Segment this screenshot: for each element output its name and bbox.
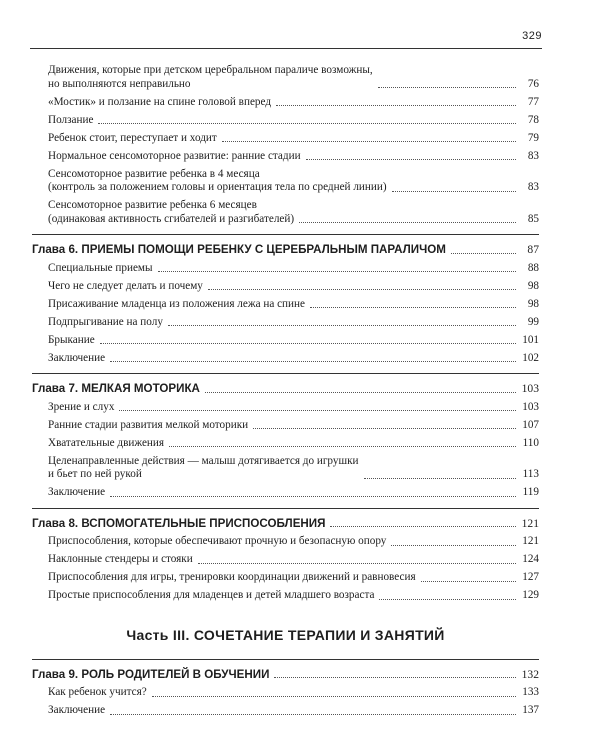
dot-leader [168, 325, 516, 326]
chapter-title: Глава 6. ПРИЕМЫ ПОМОЩИ РЕБЕНКУ С ЦЕРЕБРАЛЬНЫМ ПАРАЛИЧОМ [32, 243, 446, 256]
toc-entry-page: 79 [527, 131, 539, 144]
toc-entry[interactable] [32, 455, 539, 482]
toc-entry-page: 103 [522, 400, 539, 413]
toc-entry[interactable] [32, 553, 539, 567]
chapter-title: Глава 8. ВСПОМОГАТЕЛЬНЫЕ ПРИСПОСОБЛЕНИЯ [32, 516, 326, 530]
dot-leader [421, 581, 516, 582]
toc-chapter-6[interactable] [32, 243, 539, 257]
toc-entry-page: 119 [522, 486, 539, 498]
toc-entry-page: 110 [522, 436, 539, 449]
chapter-page: 87 [527, 243, 539, 256]
toc-entry-title: Специальные приемы [48, 261, 153, 274]
chapter-page: 132 [521, 667, 539, 681]
toc-entry-page: 78 [527, 113, 539, 126]
toc-entry-page: 83 [527, 149, 539, 162]
toc-entry[interactable] [32, 132, 539, 146]
toc-entry-title: Ползание [48, 113, 94, 126]
toc-entry[interactable] [32, 419, 539, 433]
toc-entry[interactable] [32, 316, 539, 330]
toc-entry-title: Ранние стадии развития мелкой моторики [48, 418, 249, 431]
toc-entry[interactable] [32, 589, 539, 603]
chapter-page: 121 [521, 516, 539, 530]
toc-entry-page: 137 [522, 704, 539, 716]
dot-leader [98, 123, 516, 124]
dot-leader [378, 87, 516, 88]
dot-leader [330, 526, 516, 527]
toc-entry-title: Приспособления для игры, тренировки координации движений и равновесия [48, 571, 416, 583]
chapter-page: 103 [521, 382, 539, 395]
toc-entry-page: 127 [522, 571, 539, 583]
toc-entry-title: Движения, которые при детском церебральном параличе возможны, но выполняются неправильно [48, 64, 373, 90]
chapter-title: Глава 9. РОЛЬ РОДИТЕЛЕЙ В ОБУЧЕНИИ [32, 667, 270, 681]
toc-entry-title: Подпрыгивание на полу [48, 315, 163, 328]
toc-entry-page: 101 [522, 333, 539, 346]
toc-entry-title: Приспособления, которые обеспечивают прочную и безопасную опору [48, 535, 387, 547]
toc-entry-page: 121 [522, 535, 539, 547]
toc-entry-title: Ребенок стоит, переступает и ходит [48, 131, 217, 144]
toc-entry-page: 77 [527, 95, 539, 108]
toc-entry-page: 98 [527, 279, 539, 292]
toc-entry[interactable] [32, 486, 539, 500]
dot-leader [222, 141, 516, 142]
divider [32, 508, 539, 509]
toc-entry-page: 107 [522, 418, 539, 431]
dot-leader [310, 307, 516, 308]
toc-entry[interactable] [32, 437, 539, 451]
toc-entry-title: Как ребенок учится? [48, 686, 147, 698]
toc-entry-title: «Мостик» и ползание на спине головой вперед [48, 95, 272, 108]
toc-entry-title: Присаживание младенца из положения лежа на спине [48, 297, 305, 310]
dot-leader [119, 410, 516, 411]
toc-entry-title: Сенсомоторное развитие ребенка в 4 месяца (контроль за положением головы и ориентация тела по средней линии) [48, 167, 387, 193]
dot-leader [392, 191, 516, 192]
toc-entry-page: 124 [522, 553, 539, 565]
toc-entry[interactable] [32, 280, 539, 294]
dot-leader [451, 253, 516, 254]
toc-entry[interactable] [32, 571, 539, 585]
toc-entry-title: Заключение [48, 351, 106, 364]
toc-entry[interactable] [32, 704, 539, 718]
divider [32, 234, 539, 235]
toc-entry-page: 129 [522, 589, 539, 601]
dot-leader [158, 271, 516, 272]
toc-entry-page: 88 [527, 261, 539, 274]
toc-entry-title: Брыкание [48, 333, 95, 346]
toc-chapter-8[interactable] [32, 517, 539, 531]
toc-entry[interactable] [32, 686, 539, 700]
toc-entry[interactable] [32, 168, 539, 195]
toc-entry-title: Простые приспособления для младенцев и детей младшего возраста [48, 589, 375, 601]
dot-leader [100, 343, 516, 344]
part-heading: Часть III. СОЧЕТАНИЕ ТЕРАПИИ И ЗАНЯТИЙ [126, 626, 445, 643]
toc-entry[interactable] [32, 96, 539, 110]
dot-leader [274, 677, 516, 678]
toc-entry-page: 113 [522, 468, 539, 480]
dot-leader [208, 289, 516, 290]
toc-chapter-9[interactable] [32, 668, 539, 682]
toc-entry[interactable] [32, 262, 539, 276]
toc-entry-title: Хватательные движения [48, 436, 165, 449]
dot-leader [198, 563, 516, 564]
dot-leader [299, 222, 516, 223]
toc-chapter-7[interactable] [32, 382, 539, 396]
dot-leader [306, 159, 516, 160]
toc-entry-page: 76 [527, 77, 539, 90]
dot-leader [110, 714, 516, 715]
dot-leader [110, 496, 516, 497]
toc-entry-title: Чего не следует делать и почему [48, 279, 203, 292]
toc-entry-page: 85 [527, 212, 539, 225]
toc-entry[interactable] [32, 114, 539, 128]
toc-entry[interactable] [32, 401, 539, 415]
dot-leader [169, 446, 516, 447]
toc-entry-title: Заключение [48, 704, 106, 716]
toc-entry-page: 98 [527, 297, 539, 310]
toc-entry[interactable] [32, 150, 539, 164]
toc-entry-page: 133 [522, 686, 539, 698]
toc-entry[interactable] [32, 352, 539, 366]
chapter-title: Глава 7. МЕЛКАЯ МОТОРИКА [32, 382, 200, 395]
toc-entry-title: Заключение [48, 486, 106, 498]
dot-leader [379, 599, 516, 600]
toc-entry[interactable] [32, 334, 539, 348]
page-number: 329 [522, 30, 542, 42]
toc-entry-page: 102 [522, 351, 539, 364]
toc-entry[interactable] [32, 64, 539, 91]
toc-entry-title: Сенсомоторное развитие ребенка 6 месяцев (одинаковая активность сгибателей и разгибателей) [48, 199, 295, 225]
dot-leader [276, 105, 516, 106]
divider [32, 373, 539, 374]
divider [32, 659, 539, 660]
toc-entry-page: 83 [527, 181, 539, 193]
dot-leader [110, 361, 516, 362]
toc-entry[interactable] [32, 535, 539, 549]
toc-entry[interactable] [32, 199, 539, 226]
dot-leader [364, 478, 517, 479]
toc-entry-title: Целенаправленные действия — малыш дотягивается до игрушки и бьет по ней рукой [48, 454, 359, 480]
table-of-contents [32, 64, 539, 722]
toc-entry-title: Зрение и слух [48, 400, 115, 413]
dot-leader [391, 545, 516, 546]
dot-leader [205, 392, 516, 393]
dot-leader [253, 428, 516, 429]
toc-entry-title: Наклонные стендеры и стояки [48, 553, 193, 565]
toc-entry-title: Нормальное сенсомоторное развитие: ранние стадии [48, 149, 301, 162]
dot-leader [152, 696, 516, 697]
toc-entry[interactable] [32, 298, 539, 312]
toc-entry-page: 99 [527, 315, 539, 328]
page-header [30, 30, 542, 49]
